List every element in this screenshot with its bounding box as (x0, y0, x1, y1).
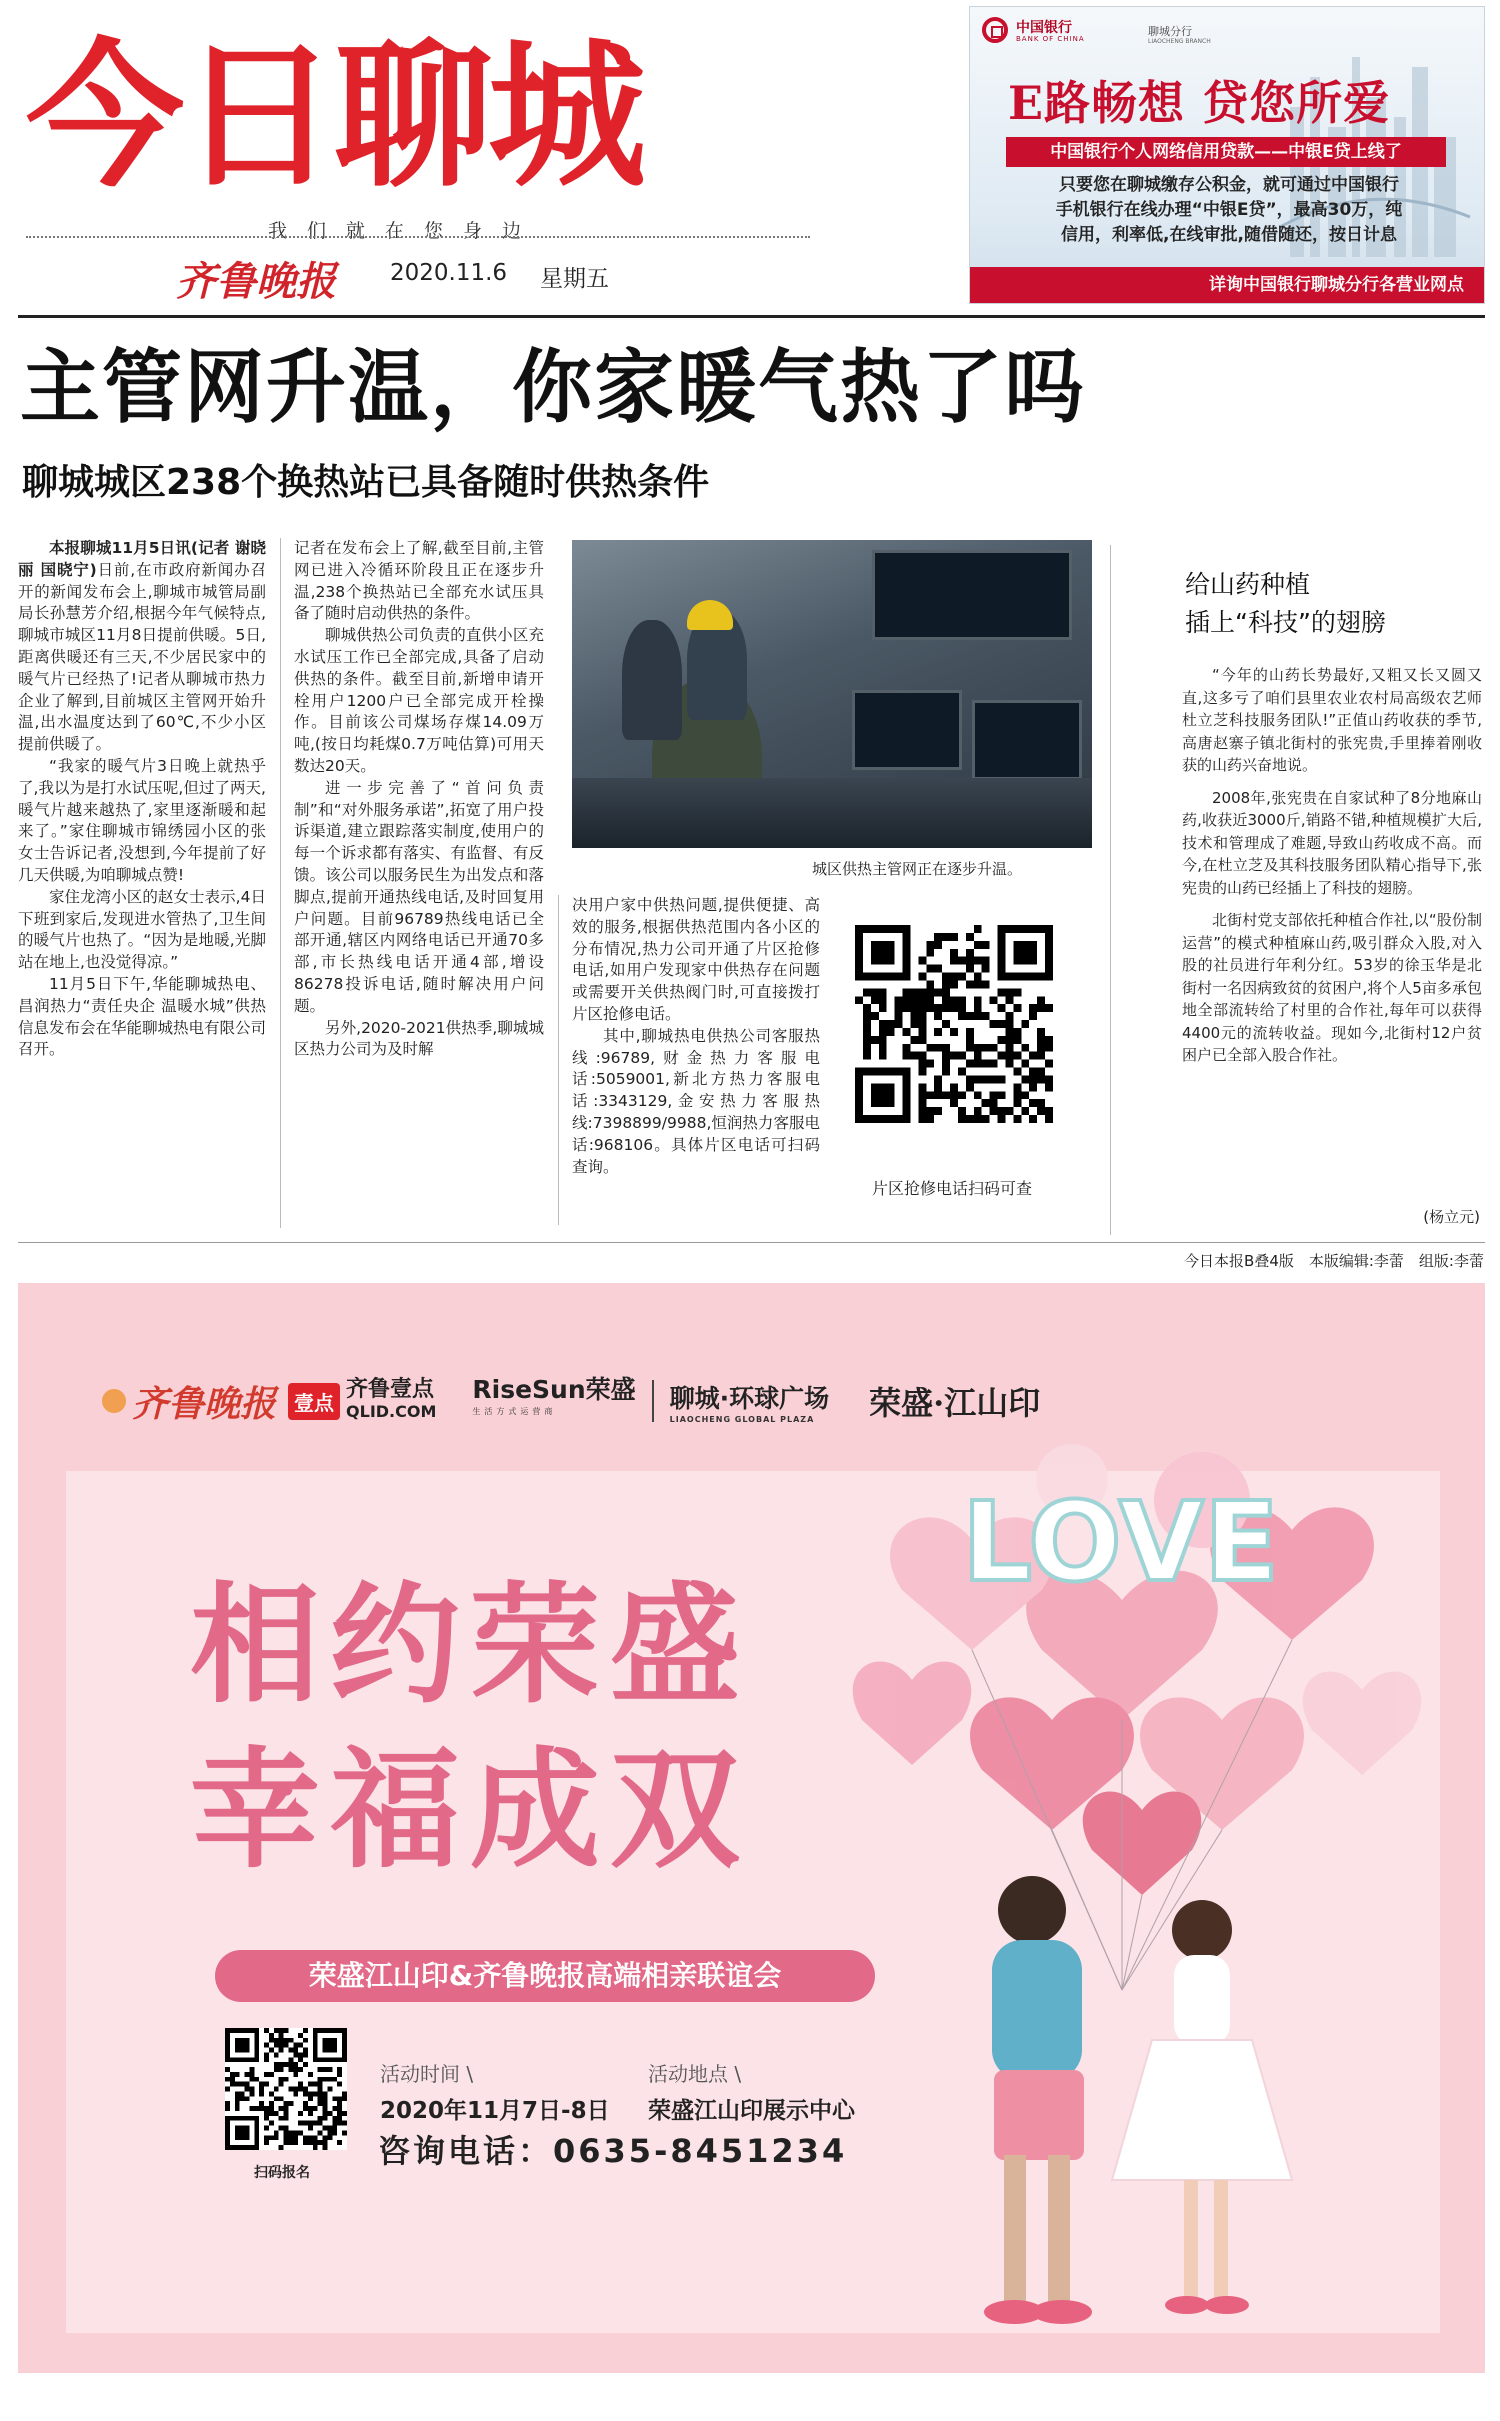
jiangshanyin-logo: 荣盛·江山印 (869, 1384, 1041, 1422)
sidebar-divider (1110, 545, 1111, 1235)
ad-title-line-1: 相约荣盛 (190, 1569, 751, 1721)
sidebar-author: (杨立元) (1423, 1208, 1480, 1226)
bank-of-china-logo-icon (982, 17, 1008, 43)
paper-logo: 齐鲁晚报 (176, 258, 336, 305)
risesun-logo-title: RiseSun荣盛 (472, 1375, 636, 1404)
qilu-evening-news-logo: 齐鲁晚报 (132, 1382, 277, 1425)
article-paragraph: 记者在发布会上了解,截至目前,主管网已进入冷循环阶段且正在逐步升温,238个换热站已全部充水试压具备了随时启动供热的条件。 (294, 539, 544, 623)
love-letters (962, 1478, 1279, 1606)
signup-qr-caption: 扫码报名 (254, 2165, 310, 2181)
sidebar-paragraph: 北街村党支部依托种植合作社,以“股份制运营”的模式种植麻山药,吸引群众入股,对入股的社员进行年利分红。53岁的徐玉华是北街村一名因病致贫的贫困户,将个人5亩多承包地全部流转给了村里的合作社,每年可以获得4400元的流转收益。现如今,北街村12户贫困户已全部入股合作社。 (1182, 911, 1482, 1064)
couple-balloons-illustration (822, 1390, 1422, 2350)
event-time-value: 2020年11月7日-8日 (380, 2098, 610, 2124)
yidian-logo-url: QLID.COM (346, 1402, 437, 1421)
masthead-title: 今日聊城 (26, 25, 642, 209)
masthead (18, 10, 958, 305)
bank-branch-en: LIAOCHENG BRANCH (1148, 38, 1211, 45)
bank-ad-footer: 详询中国银行聊城分行各营业网点 (970, 267, 1484, 303)
sidebar-paragraph: “今年的山药长势最好,又粗又长又圆又直,这多亏了咱们县里农业农村局高级农艺师杜立芝科技服务团队!”正值山药收获的季节,高唐赵寨子镇北街村的张宪贵,手里捧着刚收获的山药兴奋地说。 (1182, 666, 1482, 774)
page-info: 今日本报B叠4版 本版编辑:李蕾 组版:李蕾 (1184, 1252, 1484, 1270)
masthead-divider (26, 236, 810, 238)
bank-name: 中国银行 (1016, 20, 1072, 36)
issue-date: 2020.11.6 (390, 260, 508, 286)
control-room-screen (972, 700, 1082, 780)
article-paragraph: 11月5日下午,华能聊城热电、昌润热力“责任央企 温暖水城”供热信息发布会在华能聊城热电有限公司召开。 (18, 974, 267, 1059)
signup-qr-code[interactable] (225, 2028, 347, 2150)
bank-ad-line: 只要您在聊城缴存公积金，就可通过中国银行 (1059, 175, 1399, 195)
bank-name-en: BANK OF CHINA (1016, 35, 1085, 43)
event-place-value: 荣盛江山印展示中心 (648, 2098, 855, 2124)
qr-caption: 片区抢修电话扫码可查 (872, 1179, 1033, 1198)
ad-title-line-2: 幸福成双 (190, 1734, 751, 1886)
article-column-2 (294, 538, 544, 1061)
article-column-1 (18, 538, 266, 1061)
bank-advertisement[interactable] (969, 6, 1485, 304)
plaza-logo-en: LIAOCHENG GLOBAL PLAZA (669, 1414, 815, 1424)
photo-caption: 城区供热主管网正在逐步升温。 (812, 860, 1023, 878)
column-divider (280, 538, 281, 1228)
sidebar-title-line: 插上“科技”的翅膀 (1185, 608, 1386, 637)
bank-ad-line: 手机银行在线办理“中银E贷”，最高30万，纯 (1055, 200, 1403, 220)
column-divider (558, 895, 559, 1225)
article-paragraph: 进一步完善了“首问负责制”和“对外服务承诺”,拓宽了用户投诉渠道,建立跟踪落实制度,使用户的每一个诉求都有落实、有监督、有反馈。该公司以服务民生为出发点和落脚点,提前开通热线电话,及时回复用户问题。目前96789热线电话已全部开通,辖区内网络电话已开通70多部,市长热线电话开通4部,增设86278投诉电话,随时解决用户问题。 (294, 778, 544, 1015)
article-lead-text: 日前,在市政府新闻办召开的新闻发布会上,聊城市城管局副局长孙慧芳介绍,根据今年气候特点,聊城市城区11月8日提前供暖。5日,距离供暖还有三天,不少居民家中的暖气片已经热了!记者从聊城市热力企业了解到,目前城区主管网开始升温,出水温度达到了60℃,不少小区提前供暖了。 (18, 560, 266, 754)
masthead-slogan: 我们就在您身边 (268, 220, 542, 242)
yidian-logo (346, 1379, 436, 1423)
control-room-screen (872, 550, 1072, 640)
event-place-label: 活动地点 \ (648, 2062, 742, 2086)
event-time-label: 活动时间 \ (380, 2062, 474, 2086)
article-paragraph: 家住龙湾小区的赵女士表示,4日下班到家后,发现进水管热了,卫生间的暖气片也热了。“因为是地暖,光脚站在地上,也没觉得凉。” (18, 887, 266, 972)
article-dateline: 本报聊城11月5日讯(记者 谢晓丽 国晓宁) (18, 539, 266, 579)
control-room-screen (852, 690, 962, 770)
bank-branch: 聊城分行 (1148, 25, 1192, 38)
logo-separator (652, 1380, 654, 1422)
qilu-logo-icon (102, 1389, 126, 1413)
article-headline: 主管网升温，你家暖气热了吗 (20, 341, 1086, 434)
page-divider (18, 1242, 1485, 1243)
hard-hat (687, 600, 733, 630)
sidebar-title-line: 给山药种植 (1185, 570, 1311, 599)
yidian-logo-badge: 壹点 (288, 1383, 340, 1420)
article-lead (18, 538, 266, 756)
masthead-bottom-rule (18, 315, 1485, 318)
article-paragraph: “我家的暖气片3日晚上就热乎了,我以为是打水试压呢,但过了两天,暖气片越来越热了,家里逐渐暖和起来了。”家住聊城市锦绣园小区的张女士告诉记者,没想到,今年提前了好几天供暖,为咱聊城点赞! (18, 756, 266, 884)
bank-ad-headline: E路畅想 贷您所爱 (1008, 76, 1391, 130)
event-banner: 荣盛江山印&齐鲁晚报高端相亲联谊会 (215, 1950, 875, 2002)
bank-ad-line: 信用，利率低,在线审批,随借随还，按日计息 (1061, 225, 1397, 245)
repair-hotline-qr-code[interactable] (855, 925, 1053, 1123)
article-paragraph: 另外,2020-2021供热季,聊城城区热力公司为及时解 (294, 1018, 544, 1059)
love-balloon-text: LOVE (962, 1478, 1280, 1606)
control-desk (572, 778, 1092, 848)
article-subhead: 聊城城区238个换热站已具备随时供热条件 (22, 462, 710, 503)
risesun-logo (472, 1375, 636, 1423)
article-paragraph: 聊城供热公司负责的直供小区充水试压工作已全部完成,具备了启动供热的条件。截至目前,新增申请开栓用户1200户已全部完成开栓操作。目前该公司煤场存煤14.09万吨,(按日均耗煤0.7万吨估算)可用天数达20天。 (294, 626, 544, 775)
article-paragraph: 其中,聊城热电供热公司客服热线:96789,财金热力客服电话:5059001,新北方热力客服电话:3343129,金安热力客服热线:7398899/9988,恒润热力客服电话:968106。具体片区电话可扫码查询。 (572, 1026, 820, 1176)
man-figure (984, 1876, 1092, 2324)
global-plaza-logo (670, 1379, 830, 1424)
sidebar-title (1185, 566, 1386, 642)
risesun-logo-tagline: 生活方式运营商 (472, 1407, 557, 1416)
issue-weekday: 星期五 (540, 266, 609, 292)
worker-figure (622, 620, 682, 740)
article-paragraph: 决用户家中供热问题,提供便捷、高效的服务,根据供热范围内各小区的分布情况,热力公司开通了片区抢修电话,如用户发现家中供热存在问题或需要开关供热阀门时,可直接拨打片区抢修电话。 (572, 896, 820, 1023)
bank-ad-strip: 中国银行个人网络信用贷款——中银E贷上线了 (1006, 137, 1446, 167)
article-column-3 (572, 895, 820, 1178)
sidebar-paragraph: 2008年,张宪贵在自家试种了8分地麻山药,收获近3000斤,销路不错,种植规模扩大后,技术和管理成了难题,导致山药收成不高。而今,在杜立芝及其科技服务团队精心指导下,张宪贵的山药已经插上了科技的翅膀。 (1182, 788, 1482, 897)
consult-phone: 咨询电话：0635-8451234 (378, 2132, 848, 2170)
sidebar-article (1182, 664, 1482, 1067)
bank-ad-body (994, 173, 1464, 248)
yidian-logo-title: 齐鲁壹点 (346, 1377, 435, 1402)
article-photo[interactable] (572, 540, 1092, 848)
plaza-logo-title: 聊城·环球广场 (669, 1383, 830, 1413)
